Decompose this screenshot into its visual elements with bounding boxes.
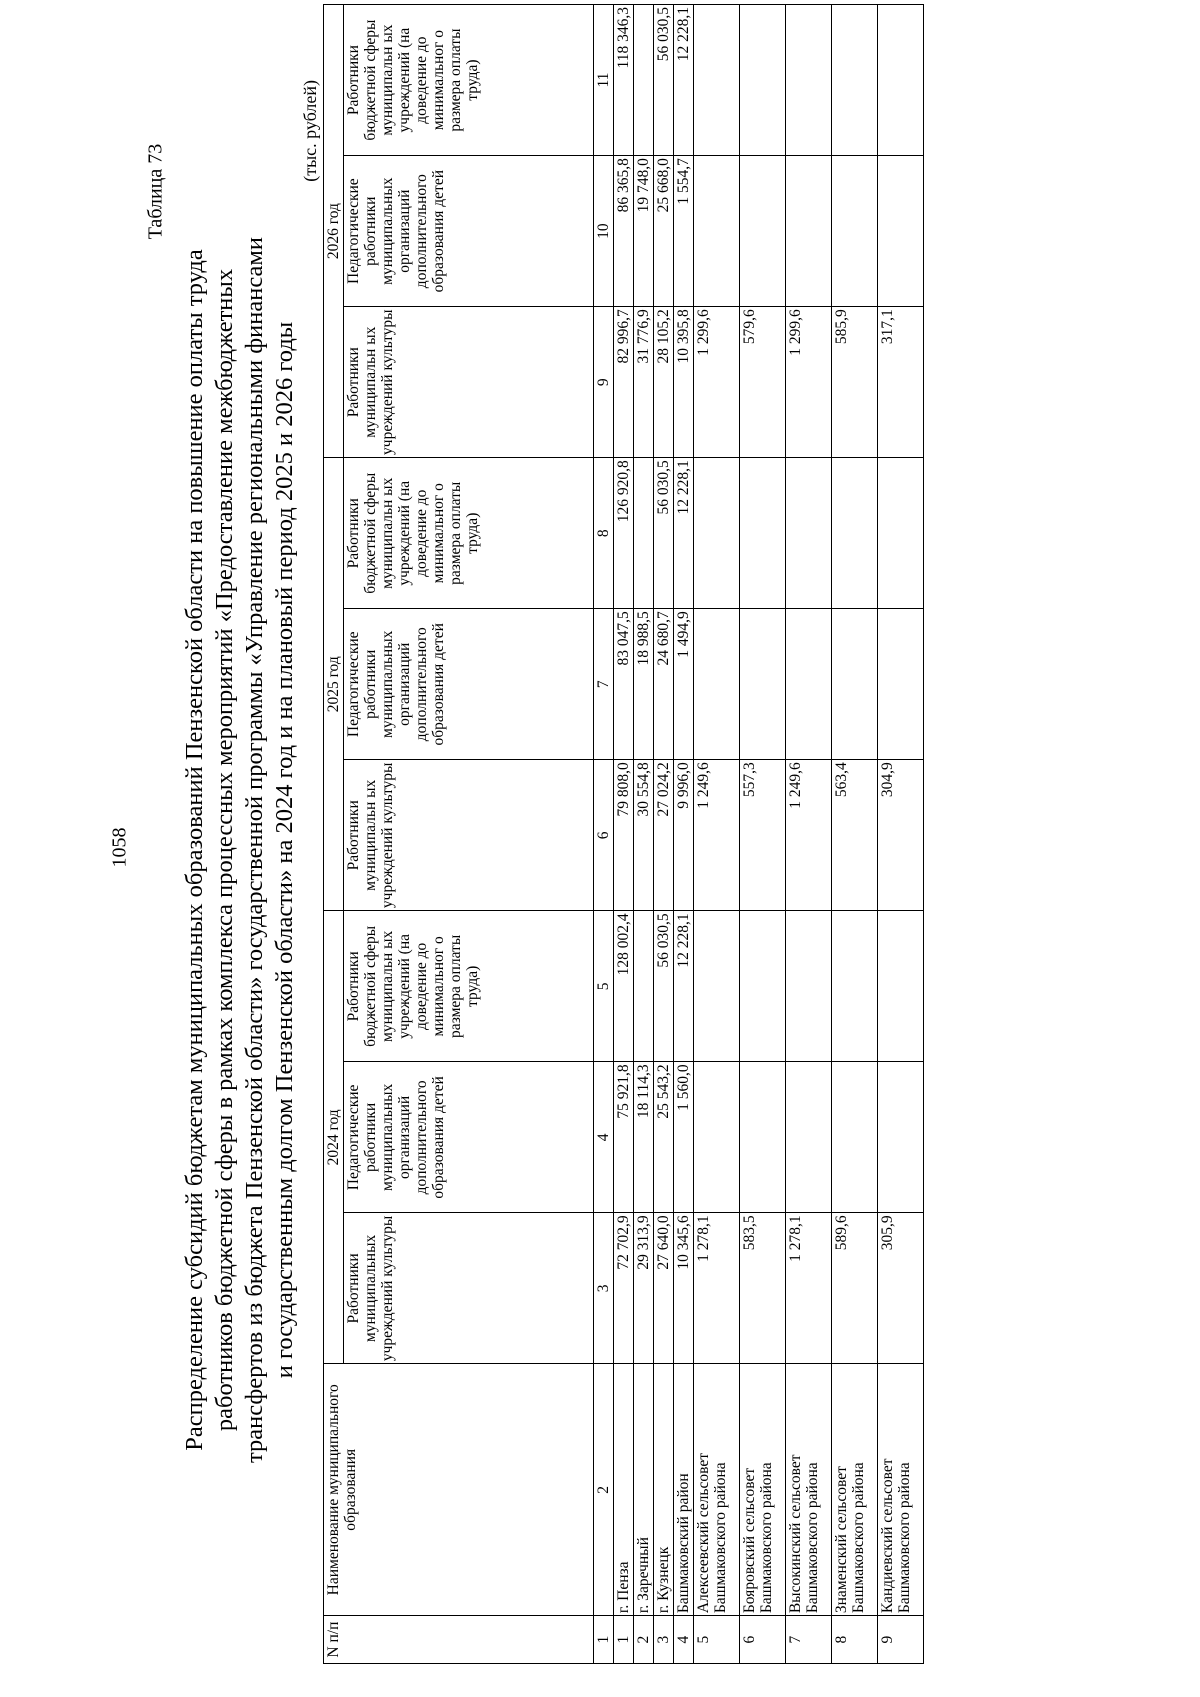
value-cell-c10 (740, 156, 786, 307)
row-number: 2 (634, 1616, 654, 1664)
value-cell-c8 (832, 458, 878, 609)
value-cell-c5: 128 002,4 (614, 911, 634, 1062)
value-cell-c4: 18 114,3 (634, 1062, 654, 1213)
value-cell-c5 (634, 911, 654, 1062)
value-cell-c4: 25 543,2 (654, 1062, 674, 1213)
value-cell-c3: 27 640,0 (654, 1213, 674, 1364)
header-budget: Работники бюджетной сферы муниципальн ых учреждений (на доведение до минимальног о размера оплаты труда) (344, 5, 594, 156)
table-row (654, 5, 674, 1664)
column-number: 3 (594, 1213, 614, 1364)
value-cell-c8: 126 920,8 (614, 458, 634, 609)
municipality-name: Кандиевский сельсовет Башмаковского района (878, 1364, 924, 1616)
column-number: 10 (594, 156, 614, 307)
municipality-name: г. Кузнецк (654, 1364, 674, 1616)
value-cell-c3: 10 345,6 (674, 1213, 694, 1364)
value-cell-c8: 12 228,1 (674, 458, 694, 609)
header-ped: Педагогические работники муниципальных организаций дополнительного образования детей (344, 1062, 594, 1213)
value-cell-c9: 579,6 (740, 307, 786, 458)
header-culture: Работники муниципальных учреждений культуры (344, 1213, 594, 1364)
row-number: 6 (740, 1616, 786, 1664)
value-cell-c9: 31 776,9 (634, 307, 654, 458)
column-number: 1 (594, 1616, 614, 1664)
table-row (786, 5, 832, 1664)
title-line: и государственным долгом Пензенской области» на 2024 год и на плановый период 2025 и 2026 годы (271, 321, 298, 1379)
value-cell-c11 (694, 5, 740, 156)
value-cell-c10: 86 365,8 (614, 156, 634, 307)
value-cell-c5: 56 030,5 (654, 911, 674, 1062)
value-cell-c3: 29 313,9 (634, 1213, 654, 1364)
column-number: 4 (594, 1062, 614, 1213)
value-cell-c7: 1 494,9 (674, 609, 694, 760)
value-cell-c6: 9 996,0 (674, 760, 694, 911)
header-culture: Работники муниципальн ых учреждений культуры (344, 307, 594, 458)
title-line: трансфертов из бюджета Пензенской области» государственной программы «Управление региональными финансами (241, 237, 268, 1463)
value-cell-c5: 12 228,1 (674, 911, 694, 1062)
value-cell-c5 (740, 911, 786, 1062)
column-number: 5 (594, 911, 614, 1062)
value-cell-c4: 75 921,8 (614, 1062, 634, 1213)
table-row (878, 5, 924, 1664)
value-cell-c5 (878, 911, 924, 1062)
value-cell-c7 (832, 609, 878, 760)
municipality-name: г. Пенза (614, 1364, 634, 1616)
value-cell-c4 (786, 1062, 832, 1213)
value-cell-c10 (786, 156, 832, 307)
value-cell-c7 (740, 609, 786, 760)
header-no: N п/п (324, 1616, 594, 1664)
column-numbers-row (594, 5, 614, 1664)
value-cell-c3: 1 278,1 (786, 1213, 832, 1364)
column-number: 2 (594, 1364, 614, 1616)
subsidy-table (323, 4, 924, 1664)
value-cell-c6: 557,3 (740, 760, 786, 911)
value-cell-c6: 304,9 (878, 760, 924, 911)
value-cell-c11: 118 346,3 (614, 5, 634, 156)
table-row (614, 5, 634, 1664)
table-row (634, 5, 654, 1664)
header-ped: Педагогические работники муниципальных организаций дополнительного образования детей (344, 156, 594, 307)
column-number: 8 (594, 458, 614, 609)
value-cell-c11 (634, 5, 654, 156)
document-title (180, 20, 300, 1680)
value-cell-c4 (694, 1062, 740, 1213)
value-cell-c3: 583,5 (740, 1213, 786, 1364)
value-cell-c8 (786, 458, 832, 609)
value-cell-c5 (694, 911, 740, 1062)
rotated-page-content (180, 7, 1060, 1680)
municipality-name: г. Заречный (634, 1364, 654, 1616)
value-cell-c11 (786, 5, 832, 156)
value-cell-c9: 1 299,6 (694, 307, 740, 458)
municipality-name: Бояровский сельсовет Башмаковского района (740, 1364, 786, 1616)
value-cell-c3: 72 702,9 (614, 1213, 634, 1364)
title-line: Распределение субсидий бюджетам муниципальных образований Пензенской области на повышение оплаты труда (181, 249, 208, 1451)
title-line: работников бюджетной сферы в рамках комплекса процессных мероприятий «Предоставление межбюджетных (211, 268, 238, 1432)
value-cell-c11: 56 030,5 (654, 5, 674, 156)
column-number: 7 (594, 609, 614, 760)
value-cell-c11: 12 228,1 (674, 5, 694, 156)
value-cell-c6: 30 554,8 (634, 760, 654, 911)
value-cell-c4: 1 560,0 (674, 1062, 694, 1213)
value-cell-c9: 28 105,2 (654, 307, 674, 458)
value-cell-c6: 27 024,2 (654, 760, 674, 911)
value-cell-c4 (740, 1062, 786, 1213)
units-note: (тыс. рублей) (300, 80, 320, 182)
header-name: Наименование муниципального образования (324, 1364, 594, 1616)
table-row (674, 5, 694, 1664)
header-budget: Работники бюджетной сферы муниципальн ых учреждений (на доведение до минимальног о размера оплаты труда) (344, 458, 594, 609)
value-cell-c10 (694, 156, 740, 307)
value-cell-c3: 305,9 (878, 1213, 924, 1364)
value-cell-c3: 589,6 (832, 1213, 878, 1364)
value-cell-c6: 563,4 (832, 760, 878, 911)
value-cell-c9: 10 395,8 (674, 307, 694, 458)
row-number: 8 (832, 1616, 878, 1664)
column-number: 9 (594, 307, 614, 458)
value-cell-c10: 25 668,0 (654, 156, 674, 307)
header-ped: Педагогические работники муниципальных организаций дополнительного образования детей (344, 609, 594, 760)
table-row (694, 5, 740, 1664)
header-culture: Работники муниципальн ых учреждений культуры (344, 760, 594, 911)
column-number: 11 (594, 5, 614, 156)
header-budget: Работники бюджетной сферы муниципальн ых учреждений (на доведение до минимальног о размера оплаты труда) (344, 911, 594, 1062)
header-year-2024: 2024 год (324, 911, 344, 1364)
value-cell-c7 (786, 609, 832, 760)
row-number: 1 (614, 1616, 634, 1664)
value-cell-c8 (878, 458, 924, 609)
value-cell-c6: 1 249,6 (694, 760, 740, 911)
table-row (832, 5, 878, 1664)
value-cell-c7 (878, 609, 924, 760)
row-number: 4 (674, 1616, 694, 1664)
municipality-name: Башмаковский район (674, 1364, 694, 1616)
value-cell-c9: 317,1 (878, 307, 924, 458)
table-label: Таблица 73 (144, 143, 167, 240)
value-cell-c10 (832, 156, 878, 307)
value-cell-c7: 24 680,7 (654, 609, 674, 760)
value-cell-c10: 19 748,0 (634, 156, 654, 307)
value-cell-c7 (694, 609, 740, 760)
page-number: 1058 (108, 827, 131, 868)
row-number: 7 (786, 1616, 832, 1664)
row-number: 9 (878, 1616, 924, 1664)
value-cell-c10: 1 554,7 (674, 156, 694, 307)
header-year-2026: 2026 год (324, 5, 344, 458)
value-cell-c8: 56 030,5 (654, 458, 674, 609)
table-row (740, 5, 786, 1664)
value-cell-c5 (786, 911, 832, 1062)
value-cell-c6: 1 249,6 (786, 760, 832, 911)
column-number: 6 (594, 760, 614, 911)
value-cell-c9: 82 996,7 (614, 307, 634, 458)
municipality-name: Знаменский сельсовет Башмаковского района (832, 1364, 878, 1616)
value-cell-c10 (878, 156, 924, 307)
value-cell-c4 (832, 1062, 878, 1213)
table-body (614, 5, 924, 1664)
value-cell-c6: 79 808,0 (614, 760, 634, 911)
value-cell-c9: 1 299,6 (786, 307, 832, 458)
value-cell-c7: 83 047,5 (614, 609, 634, 760)
value-cell-c9: 585,9 (832, 307, 878, 458)
value-cell-c11 (832, 5, 878, 156)
row-number: 5 (694, 1616, 740, 1664)
row-number: 3 (654, 1616, 674, 1664)
value-cell-c8 (694, 458, 740, 609)
value-cell-c11 (740, 5, 786, 156)
municipality-name: Алексеевский сельсовет Башмаковского района (694, 1364, 740, 1616)
municipality-name: Высокинский сельсовет Башмаковского района (786, 1364, 832, 1616)
value-cell-c5 (832, 911, 878, 1062)
value-cell-c8 (740, 458, 786, 609)
value-cell-c3: 1 278,1 (694, 1213, 740, 1364)
value-cell-c4 (878, 1062, 924, 1213)
value-cell-c8 (634, 458, 654, 609)
value-cell-c7: 18 988,5 (634, 609, 654, 760)
value-cell-c11 (878, 5, 924, 156)
header-year-2025: 2025 год (324, 458, 344, 911)
